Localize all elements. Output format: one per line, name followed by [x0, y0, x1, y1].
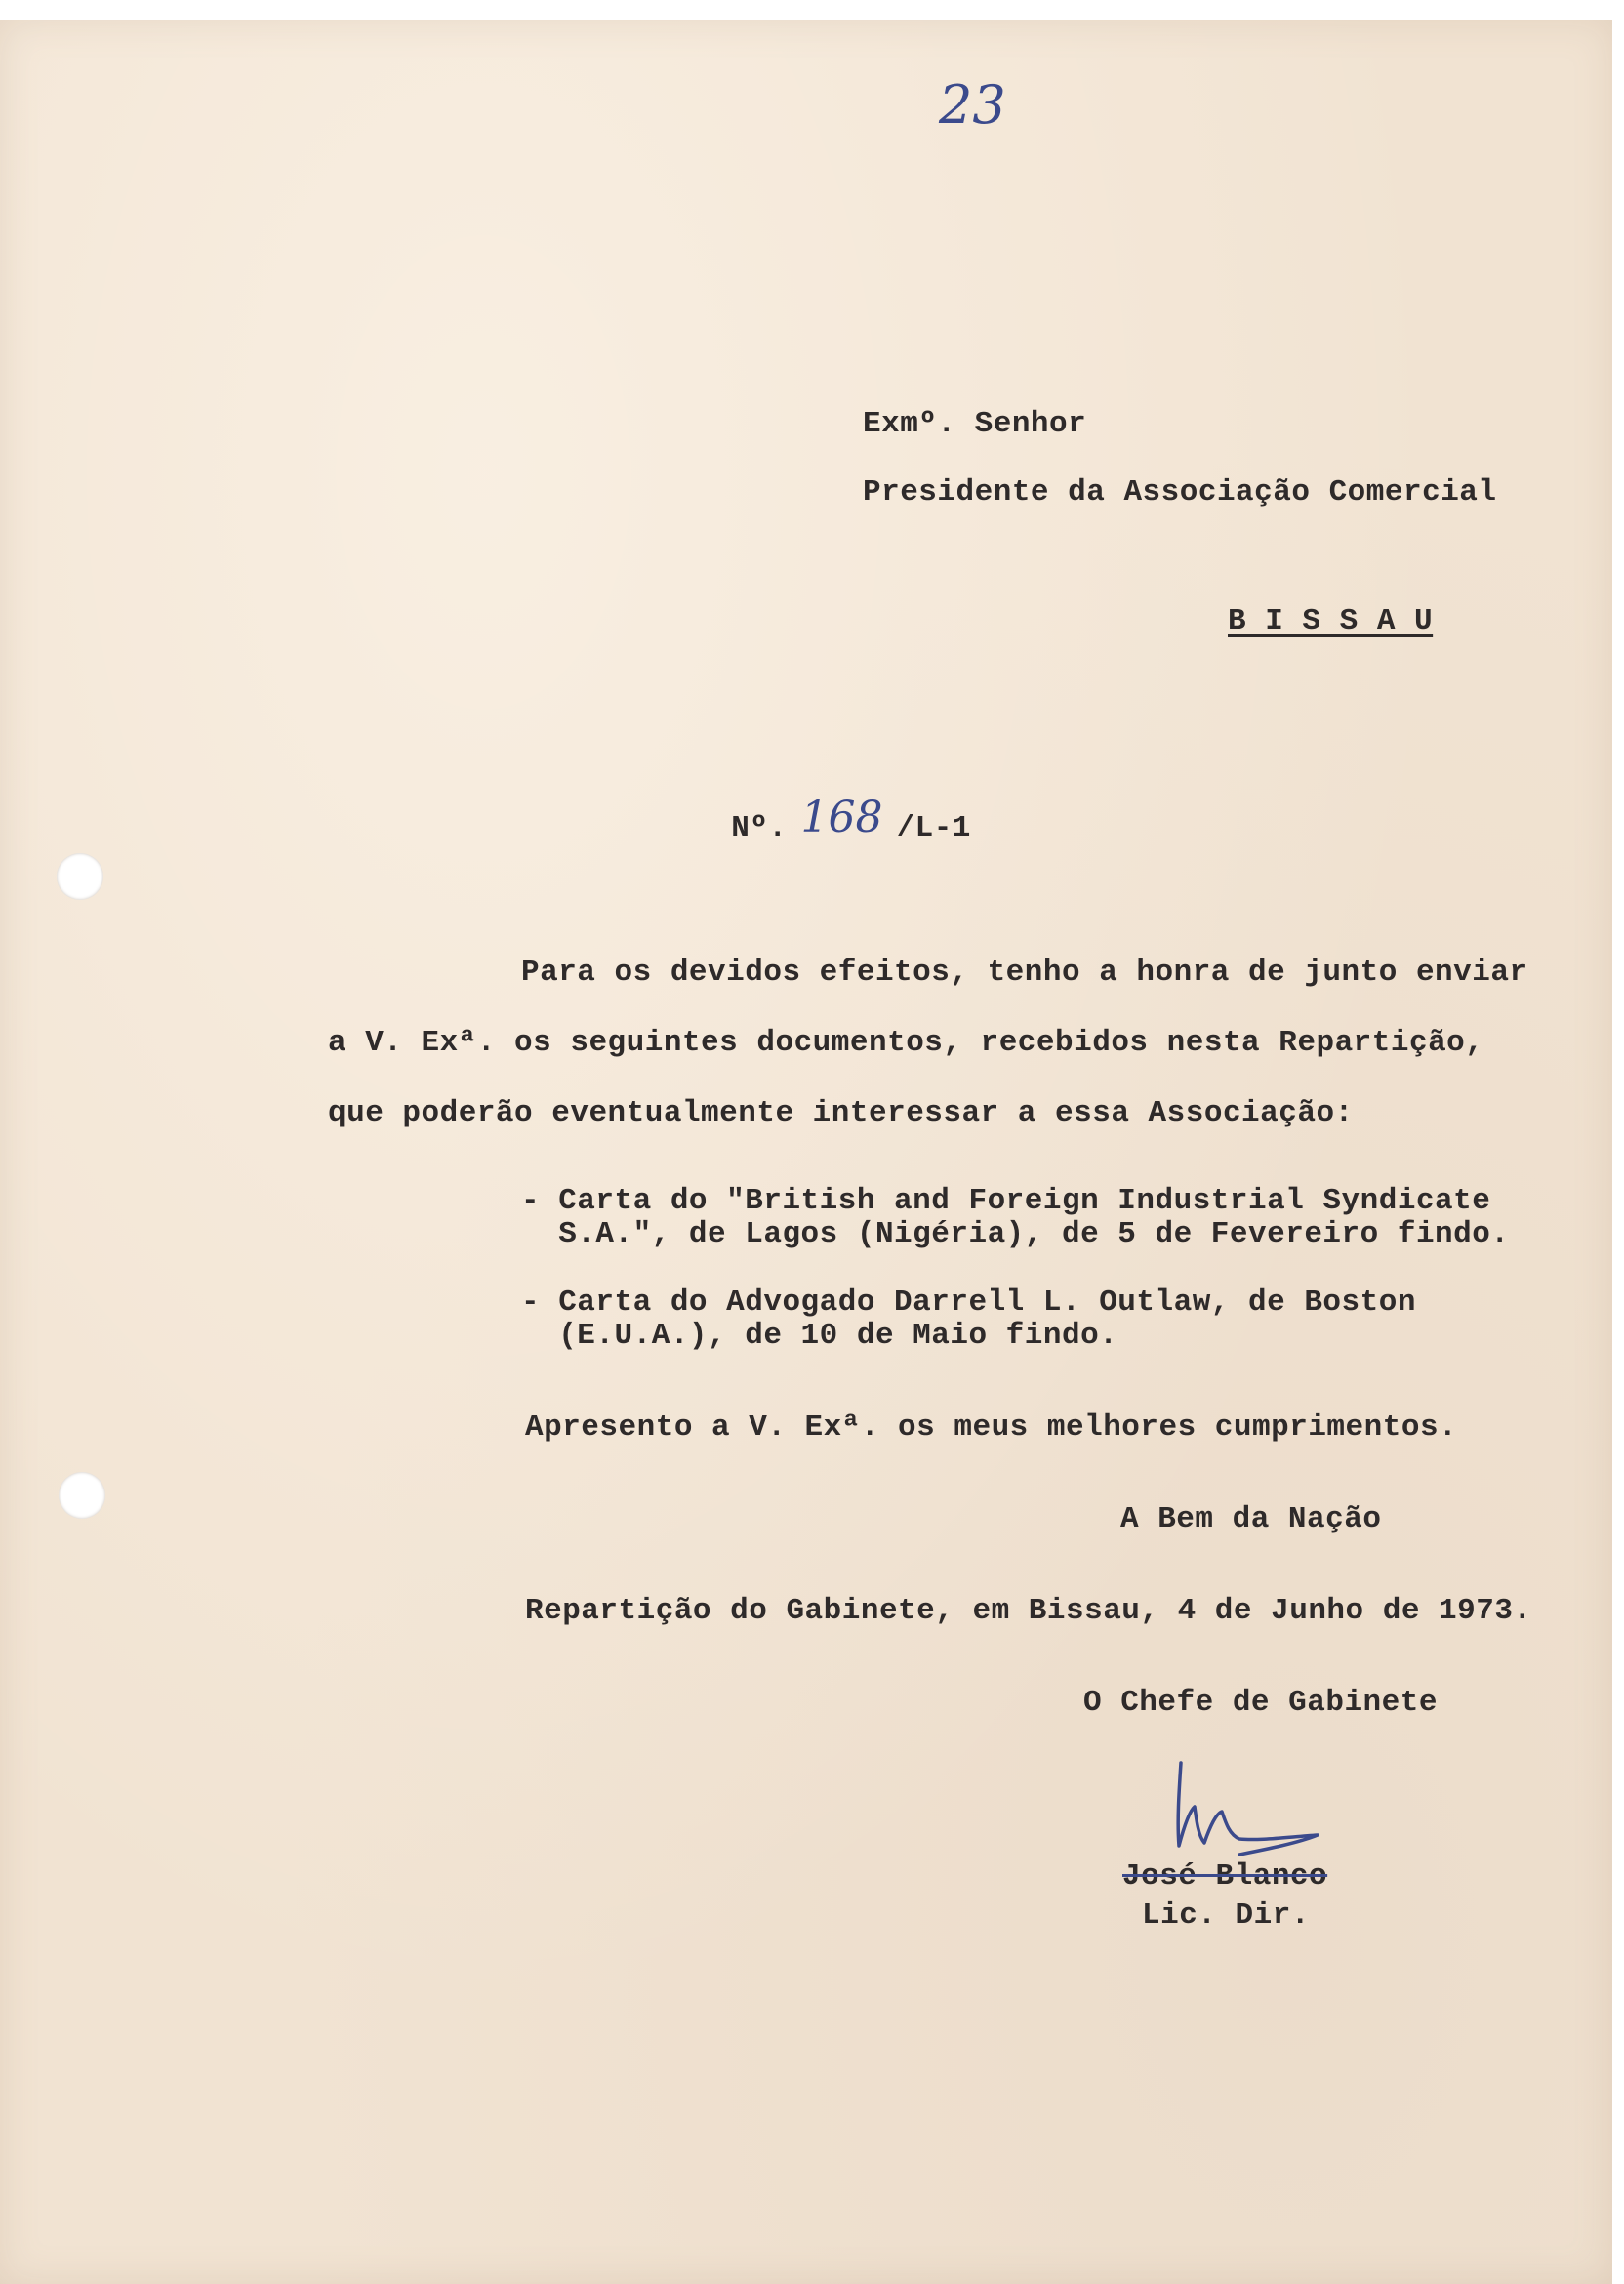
body-line-2: a V. Exª. os seguintes documentos, recebidos nesta Repartição,: [328, 1026, 1484, 1060]
place-and-date: Repartição do Gabinete, em Bissau, 4 de Junho de 1973.: [525, 1594, 1532, 1628]
reference-handwritten-number: 168: [800, 793, 883, 842]
body-line-1: Para os devidos efeitos, tenho a honra de junto enviar: [521, 956, 1528, 990]
enclosure-2-line-1: - Carta do Advogado Darrell L. Outlaw, de Boston: [521, 1285, 1416, 1320]
enclosure-1-line-1: - Carta do "British and Foreign Industrial Syndicate: [521, 1184, 1491, 1218]
closing-line: Apresento a V. Exª. os meus melhores cumprimentos.: [525, 1410, 1458, 1445]
addressee-salutation: Exmº. Senhor: [863, 407, 1087, 441]
folio-number: 23: [939, 74, 1006, 136]
reference-suffix: /L-1: [896, 811, 971, 845]
punch-hole-top: [57, 853, 103, 900]
addressee-city: B I S S A U: [1228, 604, 1434, 638]
motto: A Bem da Nação: [1120, 1502, 1382, 1536]
reference-number: [712, 779, 971, 846]
signatory-credentials: Lic. Dir.: [1142, 1898, 1310, 1933]
punch-hole-bottom: [59, 1472, 105, 1519]
signatory-role: O Chefe de Gabinete: [1083, 1686, 1438, 1720]
body-line-3: que poderão eventualmente interessar a essa Associação:: [328, 1096, 1354, 1130]
signatory-name-text: José Blanco: [1122, 1859, 1328, 1894]
document-page: [0, 20, 1612, 2284]
reference-prefix: Nº.: [731, 811, 788, 845]
signatory-name: [1122, 1860, 1327, 1894]
enclosure-1-line-2: S.A.", de Lagos (Nigéria), de 5 de Fevereiro findo.: [521, 1217, 1510, 1251]
addressee-title: Presidente da Associação Comercial: [863, 475, 1497, 510]
enclosure-2-line-2: (E.U.A.), de 10 de Maio findo.: [521, 1319, 1118, 1353]
